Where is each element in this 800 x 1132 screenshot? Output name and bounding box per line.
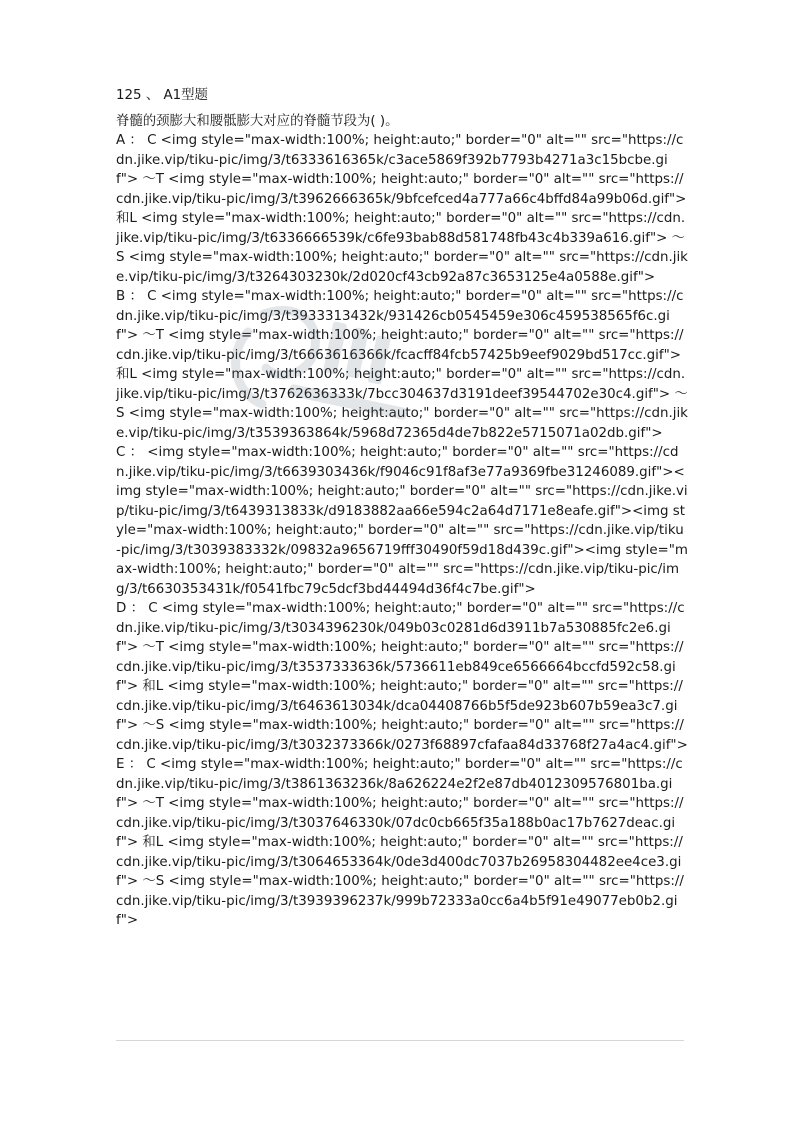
- option-d-label: D ：: [116, 601, 144, 616]
- option-d-text: C <img style="max-width:100%; height:auto;" border="0" alt="" src="https://cdn.jike.vip/tiku-pic/img/3/t3034396230k/049b03c0281d6d3911b7a530885fc2e6.gif"> ～T <img style="max-width:100%; height:auto;" border="0" alt="" src="https://cdn.jike.vip/tiku-pic/img/3/t3537333636k/5736611eb849ce6566664bccfd592c58.gif"> 和L <img style="max-width:100%; height:auto;" border="0" alt="" src="https://cdn.jike.vip/tiku-pic/img/3/t6463613034k/dca04408766b5f5de923b607b59ea3c7.gif"> ～S <img style="max-width:100%; height:auto;" border="0" alt="" src="https://cdn.jike.vip/tiku-pic/img/3/t3032373366k/0273f68897cfafaa84d33768f27a4ac4.gif">: [116, 601, 688, 753]
- option-e: [116, 755, 688, 931]
- footer-divider: [116, 1040, 684, 1041]
- option-c-text: <img style="max-width:100%; height:auto;" border="0" alt="" src="https://cdn.jike.vip/tiku-pic/img/3/t6639303436k/f9046c91f8af3e77a9369fbe31246089.gif"><img style="max-width:100%; height:auto;" border="0" alt="" src="https://cdn.jike.vip/tiku-pic/img/3/t6439313833k/d9183882aa66e594c2a64d7171e8eafe.gif"><img style="max-width:100%; height:auto;" border="0" alt="" src="https://cdn.jike.vip/tiku-pic/img/3/t3039383332k/09832a9656719fff30490f59d18d439c.gif"><img style="max-width:100%; height:auto;" border="0" alt="" src="https://cdn.jike.vip/tiku-pic/img/3/t6630353431k/f0541fbc79c5dcf3bd44494d36f4c7be.gif">: [116, 445, 688, 597]
- option-b-text: C <img style="max-width:100%; height:auto;" border="0" alt="" src="https://cdn.jike.vip/tiku-pic/img/3/t3933313432k/931426cb0545459e306c459538565f6c.gif"> ～T <img style="max-width:100%; height:auto;" border="0" alt="" src="https://cdn.jike.vip/tiku-pic/img/3/t6663616366k/fcacff84fcb57425b9eef9029bd517cc.gif"> 和L <img style="max-width:100%; height:auto;" border="0" alt="" src="https://cdn.jike.vip/tiku-pic/img/3/t3762636333k/7bcc304637d3191deef39544702e30c4.gif"> ～S <img style="max-width:100%; height:auto;" border="0" alt="" src="https://cdn.jike.vip/tiku-pic/img/3/t3539363864k/5968d72365d4de7b822e5715071a02db.gif">: [116, 289, 688, 441]
- option-a-label: A ：: [116, 133, 143, 148]
- option-e-label: E ：: [116, 757, 143, 772]
- option-e-text: C <img style="max-width:100%; height:auto;" border="0" alt="" src="https://cdn.jike.vip/tiku-pic/img/3/t3861363236k/8a626224e2f2e87db4012309576801ba.gif"> ～T <img style="max-width:100%; height:auto;" border="0" alt="" src="https://cdn.jike.vip/tiku-pic/img/3/t3037646330k/07dc0cb665f35a188b0ac17b7627deac.gif"> 和L <img style="max-width:100%; height:auto;" border="0" alt="" src="https://cdn.jike.vip/tiku-pic/img/3/t3064653364k/0de3d400dc7037b26958304482ee4ce3.gif"> ～S <img style="max-width:100%; height:auto;" border="0" alt="" src="https://cdn.jike.vip/tiku-pic/img/3/t3939396237k/999b72333a0cc6a4b5f91e49077eb0b2.gif">: [116, 757, 684, 928]
- option-a-text: C <img style="max-width:100%; height:auto;" border="0" alt="" src="https://cdn.jike.vip/tiku-pic/img/3/t6333616365k/c3ace5869f392b7793b4271a3c15bcbe.gif"> ～T <img style="max-width:100%; height:auto;" border="0" alt="" src="https://cdn.jike.vip/tiku-pic/img/3/t3962666365k/9bfcefced4a777a66c4bffd84a99b06d.gif"> 和L <img style="max-width:100%; height:auto;" border="0" alt="" src="https://cdn.jike.vip/tiku-pic/img/3/t6336666539k/c6fe93bab88d581748fb43c4b339a616.gif"> ～S <img style="max-width:100%; height:auto;" border="0" alt="" src="https://cdn.jike.vip/tiku-pic/img/3/t3264303230k/2d020cf43cb92a87c3653125e4a0588e.gif">: [116, 133, 688, 285]
- option-b: [116, 287, 688, 443]
- question-stem: 脊髓的颈膨大和腰骶膨大对应的脊髓节段为( )。: [116, 113, 399, 129]
- option-a: [116, 131, 688, 287]
- question-block: [116, 86, 688, 931]
- option-c: [116, 443, 688, 599]
- option-d: [116, 599, 688, 755]
- option-c-label: C ：: [116, 445, 143, 460]
- option-b-label: B ：: [116, 289, 143, 304]
- question-number-type: 125 、 A1型题: [116, 88, 208, 103]
